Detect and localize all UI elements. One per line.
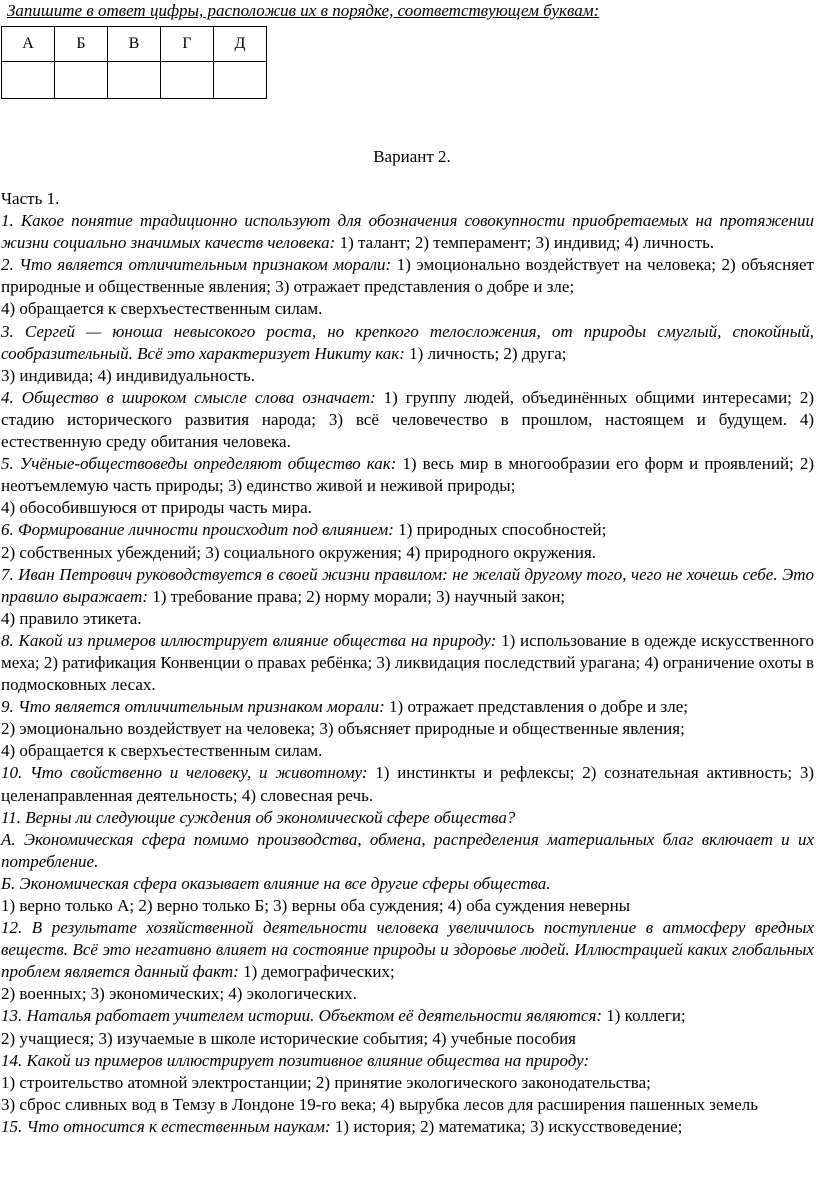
- question-text: 3. Сергей — юноша невысокого роста, но крепкого телосложения, от природы смуглый, спокойный, сообразительный. Всё это характеризует Никиту как:: [1, 321, 814, 363]
- question-6: [1, 519, 814, 541]
- question-13: [1, 1005, 814, 1027]
- question-text: 13. Наталья работает учителем истории. Объектом её деятельности являются:: [1, 1006, 603, 1026]
- question-answers: 1) верно только А; 2) верно только Б; 3) верны оба суждения; 4) оба суждения неверны: [1, 896, 631, 915]
- question-answers-cont: 2) военных; 3) экономических; 4) экологических.: [1, 984, 357, 1004]
- question-answers: 1) инстинкты и рефлексы; 2) сознательная активность; 3) целенаправленная деятельность; 4) словесная речь.: [1, 763, 814, 805]
- question-14: 14. Какой из примеров иллюстрирует позитивное влияние общества на природу:: [1, 1050, 590, 1070]
- question-text: 12. В результате хозяйственной деятельности человека увеличилось поступление в атмосферу вредных веществ. Всё это негативно влияет на состояние природы и здоровье людей. Иллюстрацией каких глобальных проблем является данный факт:: [1, 918, 814, 982]
- question-text: 4. Общество в широком смысле слова означает:: [1, 387, 376, 407]
- answer-header-d: Д: [214, 27, 267, 62]
- answer-header-a: А: [2, 27, 55, 62]
- question-2: [1, 254, 814, 298]
- question-answers-cont: 4) правило этикета.: [1, 608, 142, 628]
- answer-header-g: Г: [161, 27, 214, 62]
- question-text: 15. Что относится к естественным наукам:: [1, 1116, 331, 1136]
- question-answers: 1) эмоционально воздействует на человека; 2) объясняет природные и общественные явления; 3) отражает представления о добре и зле;: [1, 255, 814, 297]
- question-answers: 1) личность; 2) друга;: [404, 343, 567, 363]
- question-12: [1, 917, 814, 983]
- part-title: Часть 1.: [1, 189, 60, 208]
- questions-body: [1, 188, 814, 1138]
- question-answers-cont: 4) обращается к сверхъестественным силам.: [1, 299, 323, 319]
- question-answers-cont: 2) учащиеся; 3) изучаемые в школе исторические события; 4) учебные пособия: [1, 1028, 577, 1048]
- question-11: 11. Верны ли следующие суждения об экономической сфере общества?: [1, 807, 516, 827]
- answer-cell-b[interactable]: [55, 62, 108, 99]
- question-10: [1, 762, 814, 806]
- question-3: [1, 321, 814, 365]
- variant-title: Вариант 2.: [373, 147, 451, 166]
- question-answers-cont: 3) индивида; 4) индивидуальность.: [1, 365, 255, 385]
- question-answers-cont: 4) обособившуюся от природы часть мира.: [1, 498, 312, 518]
- question-text: 2. Что является отличительным признаком морали:: [1, 255, 392, 275]
- question-answers: 1) демографических;: [238, 962, 395, 982]
- question-8: [1, 630, 814, 696]
- question-7: [1, 564, 814, 608]
- statement-b: Б. Экономическая сфера оказывает влияние на все другие сферы общества.: [1, 873, 551, 893]
- question-answers-cont: 2) эмоционально воздействует на человека; 3) объясняет природные и общественные явления;: [1, 719, 685, 739]
- question-answers-cont: 2) собственных убеждений; 3) социального окружения; 4) природного окружения.: [1, 542, 597, 562]
- answer-header-v: В: [108, 27, 161, 62]
- answer-cell-a[interactable]: [2, 62, 55, 99]
- answer-cell-d[interactable]: [214, 62, 267, 99]
- question-answers-cont: 3) сброс сливных вод в Темзу в Лондоне 19-го века; 4) вырубка лесов для расширения пашенных земель: [1, 1094, 759, 1114]
- question-text: 10. Что свойственно и человеку, и животному:: [1, 763, 368, 783]
- question-answers: 1) использование в одежде искусственного меха; 2) ратификация Конвенции о правах ребёнка; 3) ликвидация последствий урагана; 4) ограничение охоты в подмосковных лесах.: [1, 630, 814, 695]
- statement-a: А. Экономическая сфера помимо производства, обмена, распределения материальных благ включает и их потребление.: [1, 829, 814, 871]
- answer-cell-g[interactable]: [161, 62, 214, 99]
- question-answers: 1) талант; 2) темперамент; 3) индивид; 4) личность.: [335, 233, 715, 253]
- question-5: [1, 453, 814, 497]
- question-answers: 1) требование права; 2) норму морали; 3) научный закон;: [148, 586, 566, 606]
- question-text: 8. Какой из примеров иллюстрирует влияние общества на природу:: [1, 630, 497, 650]
- answer-header-b: Б: [55, 27, 108, 62]
- answer-table: [1, 26, 267, 99]
- question-answers: 1) отражает представления о добре и зле;: [384, 697, 688, 717]
- instruction: Запишите в ответ цифры, расположив их в порядке, соответствующем буквам:: [7, 1, 600, 20]
- question-answers-cont: 4) обращается к сверхъестественным силам.: [1, 741, 323, 761]
- question-text: 9. Что является отличительным признаком морали:: [1, 697, 385, 717]
- question-15: [1, 1116, 814, 1138]
- question-answers: 1) строительство атомной электростанции; 2) принятие экологического законодательства;: [1, 1072, 651, 1092]
- question-text: 5. Учёные-обществоведы определяют общество как:: [1, 454, 397, 474]
- question-answers: 1) коллеги;: [602, 1006, 686, 1026]
- question-answers: 1) группу людей, объединённых общими интересами; 2) стадию исторического развития народа; 3) всё человечество в прошлом, настоящем и будущем. 4) естественную среду обитания человека.: [1, 387, 814, 452]
- question-answers: 1) природных способностей;: [393, 520, 607, 540]
- question-text: 6. Формирование личности происходит под влиянием:: [1, 520, 394, 540]
- question-text: 1. Какое понятие традиционно используют для обозначения совокупности приобретаемых на протяжении жизни социально значимых качеств человека:: [1, 211, 814, 253]
- answer-cell-v[interactable]: [108, 62, 161, 99]
- question-1: [1, 210, 814, 254]
- question-9: [1, 696, 814, 718]
- question-4: [1, 387, 814, 453]
- question-answers: 1) история; 2) математика; 3) искусствоведение;: [330, 1116, 683, 1136]
- question-answers: 1) весь мир в многообразии его форм и проявлений; 2) неотъемлемую часть природы; 3) единство живой и неживой природы;: [1, 454, 814, 496]
- question-text: 7. Иван Петрович руководствуется в своей жизни правилом: не желай другому того, чего не хочешь себе. Это правило выражает:: [1, 564, 814, 606]
